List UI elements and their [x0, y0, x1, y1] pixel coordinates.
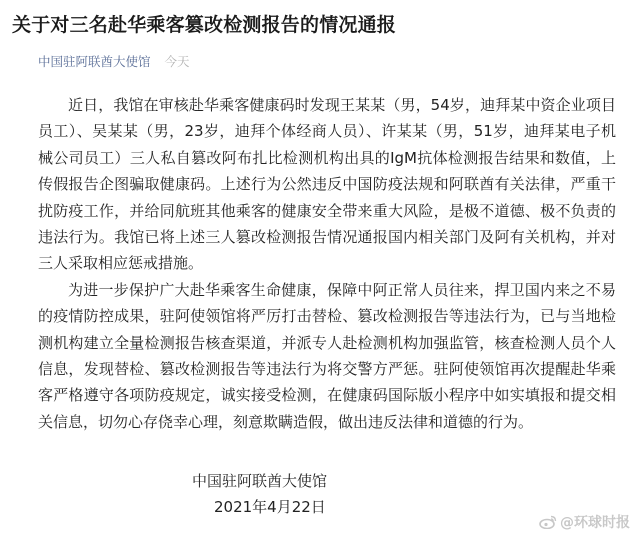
- paragraph-2: 为进一步保护广大赴华乘客生命健康，保障中阿正常人员往来，捍卫国内来之不易的疫情防控成果，驻阿使领馆将严厉打击替检、篡改检测报告等违法行为，已与当地检测机构建立全量检测报告核查渠道，并派专人赴检测机构加强监管，核查检测人员个人信息，发现替检、篡改检测报告等违法行为将交警方严惩。驻阿使领馆再次提醒赴华乘客严格遵守各项防疫规定，诚实接受检测，在健康码国际版小程序中如实填报和提交相关信息，切勿心存侥幸心理，刻意欺瞒造假，做出违反法律和道德的行为。: [38, 280, 616, 431]
- article-meta: [38, 52, 190, 70]
- signature-org: 中国驻阿联酋大使馆: [192, 472, 328, 490]
- signature-date: 2021年4月22日: [214, 498, 326, 516]
- signature-block: [192, 468, 327, 520]
- account-name-link[interactable]: 中国驻阿联酋大使馆: [38, 54, 151, 69]
- watermark: [539, 512, 630, 532]
- publish-date: 今天: [164, 54, 190, 69]
- article-title: 关于对三名赴华乘客篡改检测报告的情况通报: [12, 14, 397, 36]
- article-body: [38, 92, 616, 435]
- paragraph-1: 近日，我馆在审核赴华乘客健康码时发现王某某（男，54岁，迪拜某中资企业项目员工）、吴某某（男，23岁，迪拜个体经商人员）、许某某（男，51岁，迪拜某电子机械公司员工）三人私自篡改阿布扎比检测机构出具的IgM抗体检测报告结果和数值，上传假报告企图骗取健康码。上述行为公然违反中国防疫法规和阿联酋有关法律，严重干扰防疫工作，并给同航班其他乘客的健康安全带来重大风险，是极不道德、极不负责的违法行为。我馆已将上述三人篡改检测报告情况通报国内相关部门及阿有关机构，并对三人采取相应惩戒措施。: [38, 96, 616, 273]
- weibo-icon: [539, 515, 557, 529]
- watermark-text: @环球时报: [560, 515, 630, 531]
